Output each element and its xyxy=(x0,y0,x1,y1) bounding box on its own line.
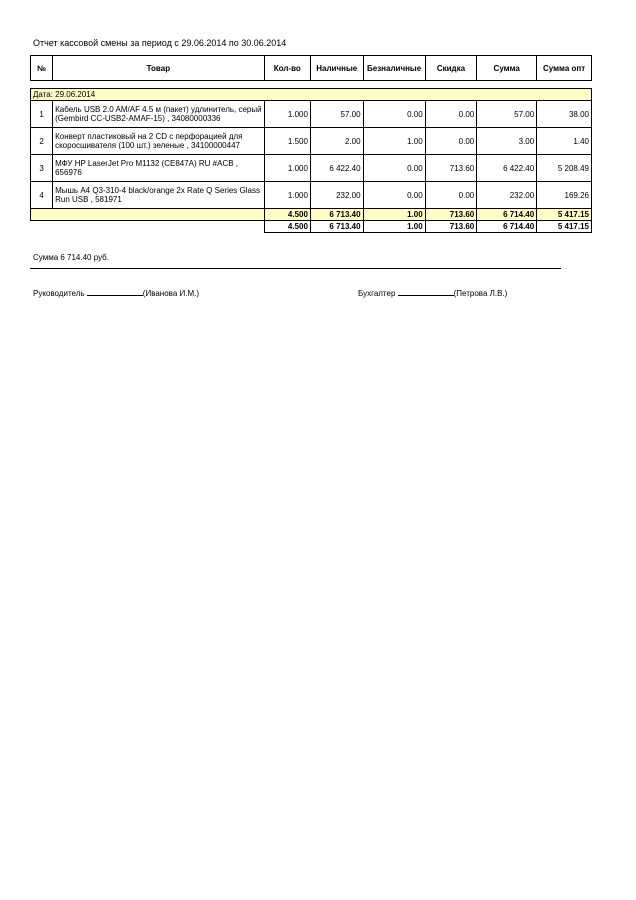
day-total-sum: 6 714.40 xyxy=(477,209,537,221)
row-discount: 713.60 xyxy=(425,155,477,182)
row-cash: 6 422.40 xyxy=(310,155,363,182)
grand-total-discount: 713.60 xyxy=(425,221,477,233)
row-discount: 0.00 xyxy=(425,182,477,209)
row-sum: 57.00 xyxy=(477,101,537,128)
header-card: Безналичные xyxy=(363,56,425,81)
row-sum: 6 422.40 xyxy=(477,155,537,182)
row-product: Кабель USB 2.0 AM/AF 4.5 м (пакет) удлинитель, серый (Gembird CC-USB2-AMAF-15) , 34080000336 xyxy=(53,101,265,128)
header-wholesale: Сумма опт xyxy=(537,56,592,81)
row-product: Конверт пластиковый на 2 CD с перфорацией для скоросшивателя (100 шт.) зеленые , 34100000447 xyxy=(53,128,265,155)
grand-total-row xyxy=(31,221,592,233)
divider-line xyxy=(30,268,561,269)
table-row xyxy=(31,155,592,182)
report-title: Отчет кассовой смены за период с 29.06.2014 по 30.06.2014 xyxy=(33,38,287,48)
row-qty: 1.000 xyxy=(264,101,310,128)
header-sum: Сумма xyxy=(477,56,537,81)
accountant-name: (Петрова Л.В.) xyxy=(453,289,508,298)
accountant-signature-line xyxy=(398,288,454,296)
manager-label: Руководитель xyxy=(33,289,85,298)
row-wholesale: 38.00 xyxy=(537,101,592,128)
row-discount: 0.00 xyxy=(425,101,477,128)
day-total-qty: 4.500 xyxy=(264,209,310,221)
day-total-row xyxy=(31,209,592,221)
day-total-wholesale: 5 417.15 xyxy=(537,209,592,221)
row-card: 0.00 xyxy=(363,101,425,128)
table-row xyxy=(31,182,592,209)
accountant-signature xyxy=(358,288,507,298)
date-group-row xyxy=(31,89,592,101)
row-card: 1.00 xyxy=(363,128,425,155)
row-num: 1 xyxy=(31,101,53,128)
table-row xyxy=(31,128,592,155)
spacer-row xyxy=(31,81,592,89)
row-discount: 0.00 xyxy=(425,128,477,155)
day-total-blank xyxy=(31,209,265,221)
header-qty: Кол-во xyxy=(264,56,310,81)
row-cash: 57.00 xyxy=(310,101,363,128)
row-cash: 2.00 xyxy=(310,128,363,155)
grand-total-card: 1.00 xyxy=(363,221,425,233)
manager-signature xyxy=(33,288,199,298)
date-label: Дата: 29.06.2014 xyxy=(31,89,592,101)
row-num: 4 xyxy=(31,182,53,209)
grand-total-qty: 4.500 xyxy=(264,221,310,233)
row-wholesale: 169.26 xyxy=(537,182,592,209)
header-product: Товар xyxy=(53,56,265,81)
row-sum: 3.00 xyxy=(477,128,537,155)
row-wholesale: 1.40 xyxy=(537,128,592,155)
day-total-cash: 6 713.40 xyxy=(310,209,363,221)
row-qty: 1.000 xyxy=(264,182,310,209)
row-num: 2 xyxy=(31,128,53,155)
grand-total-sum: 6 714.40 xyxy=(477,221,537,233)
row-qty: 1.000 xyxy=(264,155,310,182)
header-discount: Скидка xyxy=(425,56,477,81)
header-cash: Наличные xyxy=(310,56,363,81)
row-cash: 232.00 xyxy=(310,182,363,209)
cash-shift-table xyxy=(30,55,592,233)
grand-total-wholesale: 5 417.15 xyxy=(537,221,592,233)
row-product: Мышь A4 Q3-310-4 black/orange 2x Rate Q Series Glass Run USB , 581971 xyxy=(53,182,265,209)
manager-signature-line xyxy=(87,288,143,296)
row-qty: 1.500 xyxy=(264,128,310,155)
row-card: 0.00 xyxy=(363,155,425,182)
header-num: № xyxy=(31,56,53,81)
day-total-discount: 713.60 xyxy=(425,209,477,221)
accountant-label: Бухгалтер xyxy=(358,289,396,298)
row-card: 0.00 xyxy=(363,182,425,209)
grand-total-cash: 6 713.40 xyxy=(310,221,363,233)
row-wholesale: 5 208.49 xyxy=(537,155,592,182)
table-row xyxy=(31,101,592,128)
row-product: МФУ HP LaserJet Pro M1132 (CE847A) RU #ACB , 656976 xyxy=(53,155,265,182)
manager-name: (Иванова И.М.) xyxy=(142,289,200,298)
row-num: 3 xyxy=(31,155,53,182)
day-total-card: 1.00 xyxy=(363,209,425,221)
table-header-row xyxy=(31,56,592,81)
grand-total-blank xyxy=(31,221,265,233)
row-sum: 232.00 xyxy=(477,182,537,209)
total-sum-text: Сумма 6 714.40 руб. xyxy=(33,253,109,262)
